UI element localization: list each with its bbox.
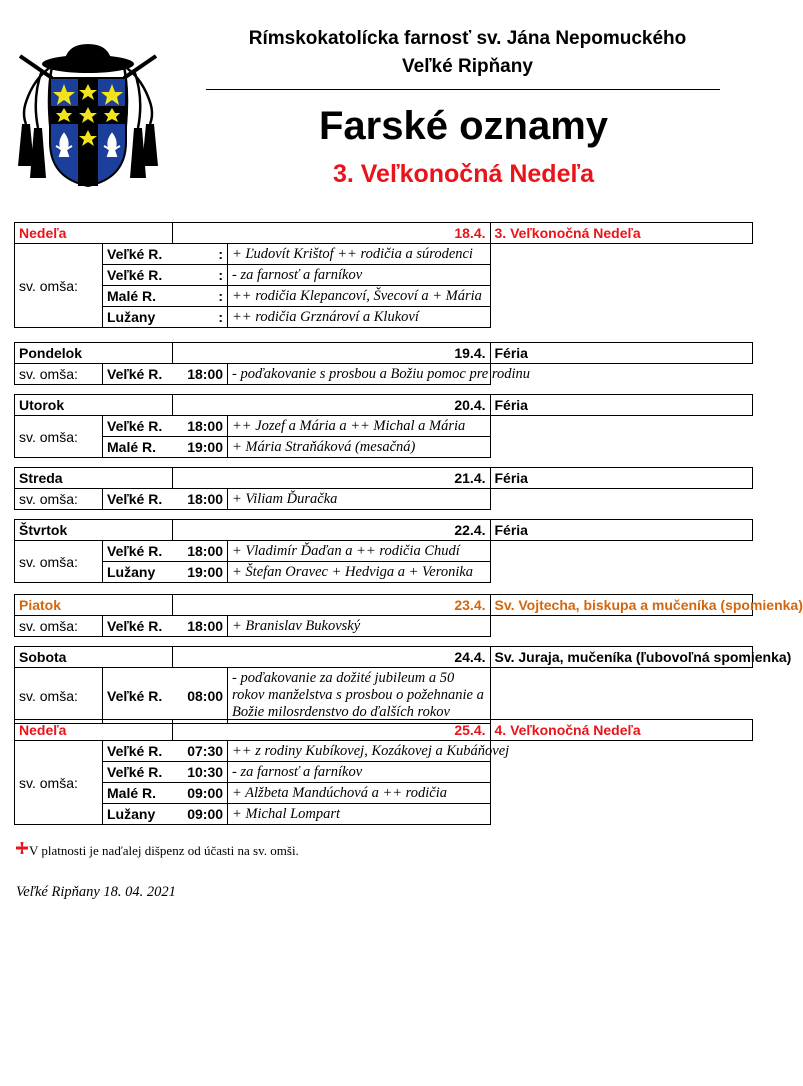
mass-row [15, 541, 753, 562]
day-name: Sobota [15, 647, 173, 668]
mass-place: Veľké R. [103, 741, 173, 762]
mass-place: Veľké R. [103, 762, 173, 783]
mass-row [15, 437, 753, 458]
mass-place: Veľké R. [103, 416, 173, 437]
day-block [14, 719, 753, 825]
day-name: Nedeľa [15, 720, 173, 741]
parish-name: Rímskokatolícka farnosť sv. Jána Nepomuckého [248, 28, 687, 49]
mass-place: Lužany [103, 307, 173, 328]
mass-label: sv. omša: [15, 364, 103, 385]
day-header-row [15, 395, 753, 416]
mass-intention: + Michal Lompart [228, 804, 490, 825]
day-feast: 4. Veľkonočná Nedeľa [490, 720, 753, 741]
mass-time: 10:30 [173, 762, 228, 783]
mass-time: 18:00 [173, 489, 228, 510]
mass-row [15, 265, 753, 286]
mass-time: 19:00 [173, 437, 228, 458]
day-name: Utorok [15, 395, 173, 416]
page-title: Farské oznamy [318, 104, 609, 148]
mass-time: 18:00 [173, 616, 228, 637]
day-date: 23.4. [173, 595, 490, 616]
day-date: 18.4. [173, 223, 490, 244]
mass-intention: ++ z rodiny Kubíkovej, Kozákovej a Kubáňovej [228, 741, 490, 762]
mass-time: 18:00 [173, 541, 228, 562]
day-name: Piatok [15, 595, 173, 616]
mass-time: : [173, 244, 228, 265]
mass-place: Veľké R. [103, 541, 173, 562]
day-block [14, 519, 753, 583]
day-date: 25.4. [173, 720, 490, 741]
mass-row [15, 562, 753, 583]
mass-time: 19:00 [173, 562, 228, 583]
mass-place: Veľké R. [103, 616, 173, 637]
mass-row [15, 489, 753, 510]
day-header-row [15, 720, 753, 741]
mass-time: 09:00 [173, 804, 228, 825]
mass-intention: ++ Jozef a Mária a ++ Michal a Mária [228, 416, 491, 437]
mass-time: : [173, 307, 228, 328]
mass-place: Veľké R. [103, 265, 173, 286]
mass-row [15, 741, 753, 762]
mass-intention: + Vladimír Ďaďan a ++ rodičia Chudí [228, 541, 490, 562]
day-feast: 3. Veľkonočná Nedeľa [490, 223, 753, 244]
day-name: Pondelok [15, 343, 173, 364]
mass-label: sv. omša: [15, 668, 103, 724]
day-block [14, 467, 753, 510]
day-block [14, 222, 753, 328]
day-feast: Féria [490, 395, 753, 416]
day-block [14, 342, 753, 385]
day-feast: Féria [490, 520, 753, 541]
mass-intention: ++ rodičia Klepancoví, Švecoví a + Mária [228, 286, 490, 307]
day-feast: Sv. Vojtecha, biskupa a mučeníka (spomienka) [490, 595, 753, 616]
mass-row [15, 364, 753, 385]
day-date: 19.4. [173, 343, 490, 364]
mass-intention: + Branislav Bukovský [228, 616, 490, 637]
mass-time: 18:00 [173, 416, 228, 437]
page-subtitle: 3. Veľkonočná Nedeľa [332, 160, 595, 188]
mass-row [15, 616, 753, 637]
mass-place: Malé R. [103, 783, 173, 804]
mass-time: 08:00 [173, 668, 228, 724]
mass-row [15, 416, 753, 437]
day-block [14, 646, 792, 724]
mass-row [15, 668, 753, 724]
day-name: Streda [15, 468, 173, 489]
mass-row [15, 783, 753, 804]
day-header-row [15, 468, 753, 489]
mass-row [15, 762, 753, 783]
day-name: Nedeľa [15, 223, 173, 244]
mass-intention: - poďakovanie za dožité jubileum a 50 rokov manželstva s prosbou o požehnanie a Božie milosrdenstvo do ďalších rokov [228, 668, 490, 724]
parish-location: Veľké Ripňany [402, 56, 533, 77]
day-header-row [15, 520, 753, 541]
mass-row [15, 307, 753, 328]
mass-time: : [173, 286, 228, 307]
mass-time: 09:00 [173, 783, 228, 804]
mass-label: sv. omša: [15, 416, 103, 458]
mass-intention: + Mária Straňáková (mesačná) [228, 437, 491, 458]
mass-label: sv. omša: [15, 244, 103, 328]
mass-label: sv. omša: [15, 616, 103, 637]
day-header-row [15, 595, 753, 616]
day-name: Štvrtok [15, 520, 173, 541]
mass-place: Veľké R. [103, 364, 173, 385]
mass-intention: - za farnosť a farníkov [228, 265, 490, 286]
mass-place: Veľké R. [103, 668, 173, 724]
day-feast: Féria [490, 468, 753, 489]
day-date: 21.4. [173, 468, 490, 489]
day-date: 24.4. [173, 647, 490, 668]
mass-time: 07:30 [173, 741, 228, 762]
day-date: 20.4. [173, 395, 491, 416]
mass-place: Lužany [103, 562, 173, 583]
mass-label: sv. omša: [15, 541, 103, 583]
day-header-row [15, 223, 753, 244]
mass-place: Malé R. [103, 437, 173, 458]
mass-label: sv. omša: [15, 489, 103, 510]
dispensation-note: V platnosti je naďalej dišpenz od účasti na sv. omši. [29, 843, 299, 858]
day-header-row [15, 647, 753, 668]
day-feast: Sv. Juraja, mučeníka (ľubovoľná spomienka) [490, 647, 753, 668]
mass-time: 18:00 [173, 364, 228, 385]
mass-intention: + Viliam Ďuračka [228, 489, 490, 510]
mass-intention: + Štefan Oravec + Hedviga a + Veronika [228, 562, 490, 583]
mass-place: Veľké R. [103, 244, 173, 265]
mass-place: Lužany [103, 804, 173, 825]
header-divider [206, 89, 720, 90]
mass-intention: ++ rodičia Grznároví a Klukoví [228, 307, 490, 328]
mass-intention: + Alžbeta Mandúchová a ++ rodičia [228, 783, 490, 804]
mass-intention: - za farnosť a farníkov [228, 762, 490, 783]
mass-row [15, 804, 753, 825]
day-block [14, 394, 753, 458]
mass-label: sv. omša: [15, 741, 103, 825]
coat-of-arms-icon [12, 38, 164, 188]
day-date: 22.4. [173, 520, 490, 541]
mass-intention: + Ľudovít Krištof ++ rodičia a súrodenci [228, 244, 490, 265]
day-feast: Féria [490, 343, 753, 364]
day-block [14, 594, 803, 637]
day-header-row [15, 343, 753, 364]
footer-place-date: Veľké Ripňany 18. 04. 2021 [16, 884, 176, 900]
mass-intention: - poďakovanie s prosbou a Božiu pomoc pre rodinu [228, 364, 490, 385]
mass-place: Malé R. [103, 286, 173, 307]
mass-place: Veľké R. [103, 489, 173, 510]
mass-row [15, 244, 753, 265]
mass-time: : [173, 265, 228, 286]
mass-row [15, 286, 753, 307]
cross-icon [16, 842, 28, 854]
